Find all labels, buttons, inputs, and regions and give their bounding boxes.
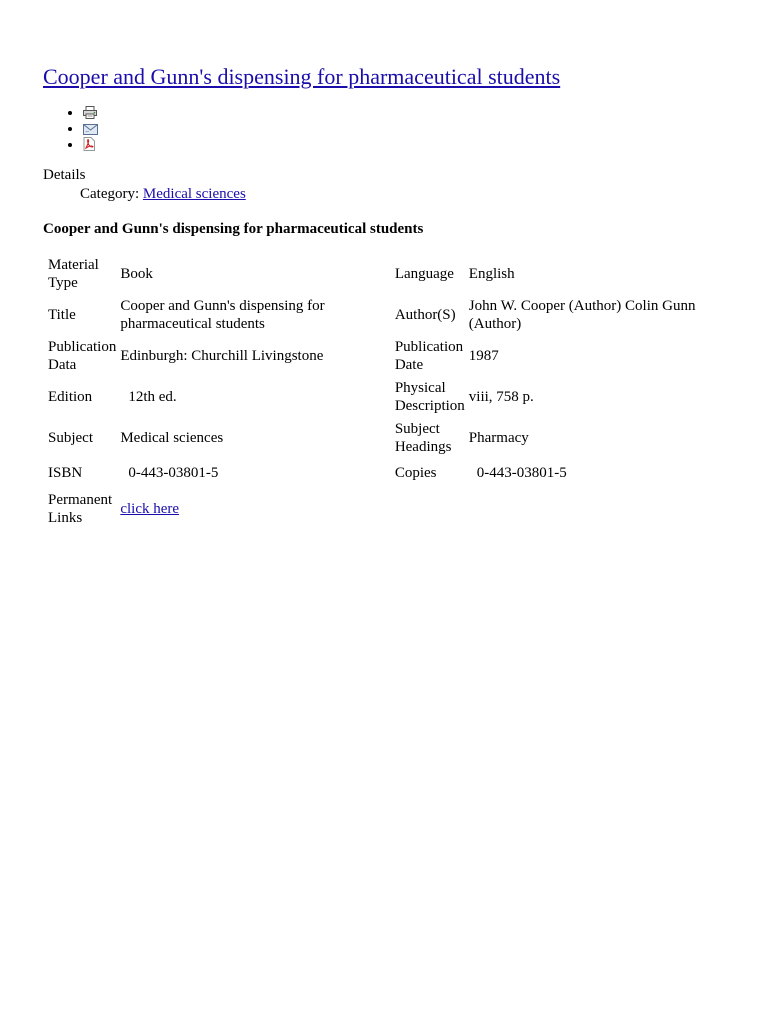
- category-link[interactable]: Medical sciences: [142, 186, 246, 202]
- action-email[interactable]: [83, 121, 768, 137]
- table-row: [47, 254, 724, 293]
- action-pdf[interactable]: [83, 137, 768, 153]
- language-value: English: [468, 265, 515, 282]
- action-print[interactable]: [83, 105, 768, 121]
- publication-data-label: Publication Data: [48, 338, 117, 373]
- action-icons-list: [43, 105, 768, 153]
- record-heading: Cooper and Gunn's dispensing for pharmaceutical students: [43, 221, 424, 237]
- table-row: [47, 336, 724, 375]
- copies-label: Copies: [394, 465, 437, 481]
- subject-headings-label: Subject Headings: [394, 420, 452, 455]
- page-title-link[interactable]: Cooper and Gunn's dispensing for pharmaceutical students: [43, 64, 561, 89]
- table-row: [47, 489, 724, 528]
- physical-description-value: viii, 758 p.: [468, 388, 534, 405]
- print-icon[interactable]: [83, 105, 97, 121]
- physical-description-label: Physical Description: [394, 379, 465, 414]
- material-type-value: Book: [120, 265, 153, 282]
- isbn-value: 0-443-03801-5: [128, 465, 219, 481]
- language-label: Language: [394, 265, 454, 282]
- publication-date-value: 1987: [468, 347, 499, 364]
- copies-value: 0-443-03801-5: [476, 465, 567, 481]
- permanent-link[interactable]: click here: [120, 500, 180, 517]
- table-row: [47, 418, 724, 457]
- edition-value: 12th ed.: [128, 388, 177, 405]
- page-title: [43, 0, 768, 91]
- category-line: [43, 185, 768, 204]
- permanent-links-cell: [119, 489, 391, 528]
- details-label: Details: [43, 167, 86, 183]
- permanent-links-label: Permanent Links: [48, 491, 113, 526]
- subject-headings-value: Pharmacy: [468, 429, 529, 446]
- authors-value: John W. Cooper (Author) Colin Gunn (Author): [468, 297, 696, 332]
- edition-label: Edition: [48, 388, 93, 405]
- details-section: [43, 166, 768, 204]
- subject-label: Subject: [48, 429, 93, 446]
- email-icon[interactable]: [83, 121, 98, 137]
- title-label: Title: [48, 306, 76, 323]
- publication-data-value: Edinburgh: Churchill Livingstone: [120, 347, 324, 364]
- table-row: [47, 295, 724, 334]
- subject-value: Medical sciences: [120, 429, 224, 446]
- authors-label: Author(S): [394, 306, 456, 323]
- material-type-label: Material Type: [48, 256, 99, 291]
- empty-cell: [394, 489, 466, 528]
- record-details-table: [45, 252, 726, 530]
- table-row: [47, 377, 724, 416]
- pdf-icon[interactable]: [83, 137, 95, 153]
- table-row: [47, 459, 724, 487]
- category-prefix: Category:: [80, 186, 140, 202]
- isbn-label: ISBN: [48, 465, 83, 481]
- empty-cell: [468, 489, 724, 528]
- title-value: Cooper and Gunn's dispensing for pharmaceutical students: [120, 297, 325, 332]
- publication-date-label: Publication Date: [394, 338, 464, 373]
